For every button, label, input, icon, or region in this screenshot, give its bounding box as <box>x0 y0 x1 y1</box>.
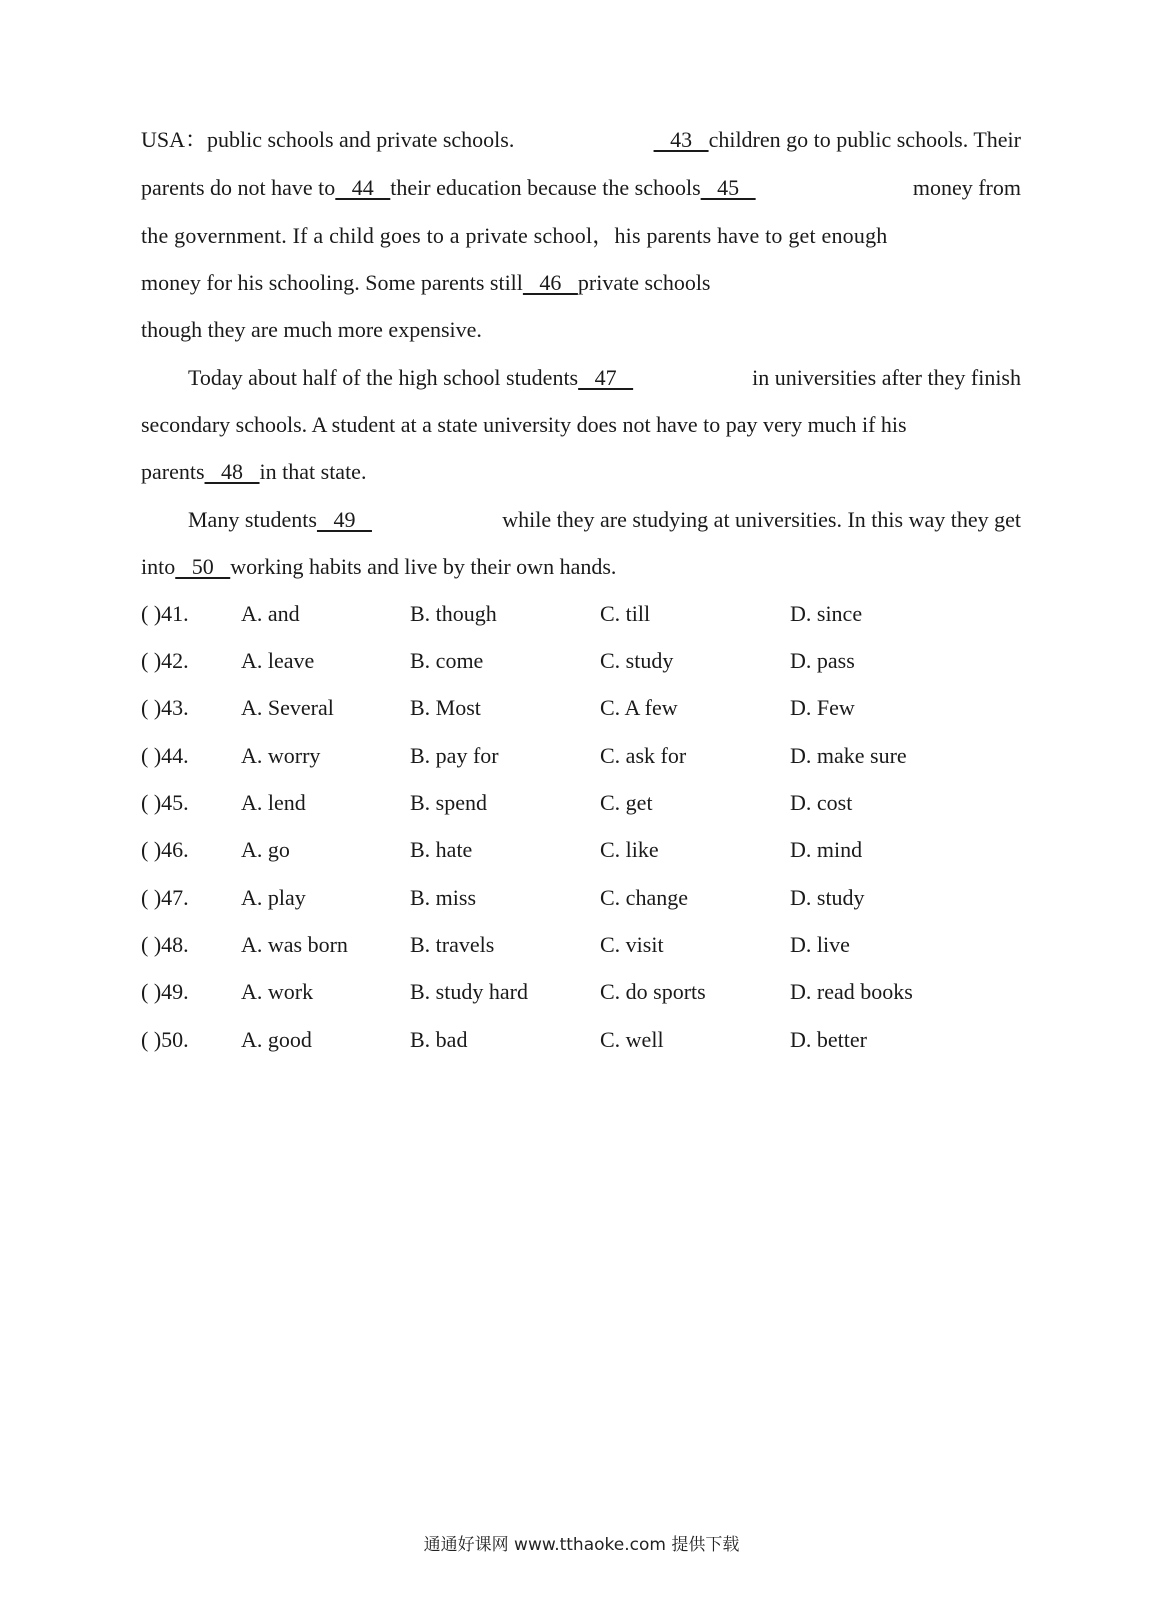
question-number: ( )47. <box>141 885 189 910</box>
passage-text: secondary schools. A student at a state university does not have to pay very much if his <box>141 412 907 437</box>
option-d[interactable]: D. since <box>790 601 863 626</box>
passage-line <box>188 358 1021 398</box>
option-a[interactable]: A. play <box>241 885 306 910</box>
option-d[interactable]: D. live <box>790 932 850 957</box>
passage-text: the government. If a child goes to a private school，his parents have to get enough <box>141 223 888 248</box>
option-a[interactable]: A. worry <box>241 743 321 768</box>
passage-line <box>141 405 1021 445</box>
question-number: ( )45. <box>141 790 189 815</box>
option-c[interactable]: C. well <box>600 1027 664 1052</box>
passage-line <box>141 547 1021 587</box>
passage-text: parents <box>141 459 205 484</box>
passage-line <box>188 500 1021 540</box>
answer-blank-50: 50 <box>175 554 231 579</box>
option-d[interactable]: D. mind <box>790 837 863 862</box>
answer-blank-48: 48 <box>204 459 260 484</box>
question-number: ( )42. <box>141 648 189 673</box>
option-a[interactable]: A. and <box>241 601 300 626</box>
option-b[interactable]: B. bad <box>410 1027 468 1052</box>
passage-text: parents do not have to <box>141 175 336 200</box>
option-a[interactable]: A. Several <box>241 695 334 720</box>
passage-line <box>141 263 1021 303</box>
passage-text: in that state. <box>259 459 367 484</box>
option-a[interactable]: A. work <box>241 979 314 1004</box>
option-b[interactable]: B. pay for <box>410 743 499 768</box>
option-c[interactable]: C. A few <box>600 695 678 720</box>
passage-text: into <box>141 554 176 579</box>
question-number: ( )49. <box>141 979 189 1004</box>
page-footer: 通通好课网 www.tthaoke.com 提供下载 <box>423 1535 740 1555</box>
option-d[interactable]: D. study <box>790 885 865 910</box>
passage-text: while they are studying at universities. In this way they get <box>502 507 1021 532</box>
option-b[interactable]: B. miss <box>410 885 477 910</box>
question-number: ( )48. <box>141 932 189 957</box>
option-a[interactable]: A. leave <box>241 648 315 673</box>
passage-text: working habits and live by their own hands. <box>230 554 617 579</box>
passage-text: USA：public schools and private schools. <box>141 127 515 152</box>
passage-text: private schools <box>577 270 711 295</box>
answer-blank-44: 44 <box>335 175 391 200</box>
question-number: ( )50. <box>141 1027 189 1052</box>
answer-blank-43: 43 <box>653 127 709 152</box>
option-b[interactable]: B. spend <box>410 790 487 815</box>
option-b[interactable]: B. come <box>410 648 484 673</box>
option-d[interactable]: D. pass <box>790 648 855 673</box>
option-d[interactable]: D. make sure <box>790 743 907 768</box>
passage-line <box>141 168 1021 208</box>
passage-text: money for his schooling. Some parents still <box>141 270 523 295</box>
passage-text: Today about half of the high school students <box>188 365 579 390</box>
option-c[interactable]: C. study <box>600 648 674 673</box>
option-b[interactable]: B. though <box>410 601 497 626</box>
passage-text: in universities after they finish <box>752 365 1021 390</box>
option-c[interactable]: C. ask for <box>600 743 687 768</box>
answer-blank-45: 45 <box>700 175 756 200</box>
answer-blank-49: 49 <box>316 507 372 532</box>
option-d[interactable]: D. read books <box>790 979 913 1004</box>
passage-text: children go to public schools. Their <box>708 127 1021 152</box>
option-b[interactable]: B. Most <box>410 695 481 720</box>
option-d[interactable]: D. cost <box>790 790 853 815</box>
option-c[interactable]: C. visit <box>600 932 664 957</box>
passage-line <box>141 216 1021 256</box>
option-b[interactable]: B. travels <box>410 932 495 957</box>
passage-text: their education because the schools <box>390 175 701 200</box>
passage-line <box>141 120 1021 160</box>
option-b[interactable]: B. hate <box>410 837 473 862</box>
option-c[interactable]: C. do sports <box>600 979 706 1004</box>
option-a[interactable]: A. go <box>241 837 290 862</box>
option-b[interactable]: B. study hard <box>410 979 528 1004</box>
passage-text: Many students <box>188 507 317 532</box>
option-a[interactable]: A. lend <box>241 790 306 815</box>
question-number: ( )41. <box>141 601 189 626</box>
option-d[interactable]: D. Few <box>790 695 855 720</box>
answer-blank-47: 47 <box>578 365 634 390</box>
question-number: ( )44. <box>141 743 189 768</box>
passage-line <box>141 452 1021 492</box>
question-number: ( )43. <box>141 695 189 720</box>
option-d[interactable]: D. better <box>790 1027 867 1052</box>
option-c[interactable]: C. change <box>600 885 688 910</box>
passage-line <box>141 310 1021 350</box>
option-c[interactable]: C. get <box>600 790 653 815</box>
option-a[interactable]: A. good <box>241 1027 312 1052</box>
question-number: ( )46. <box>141 837 189 862</box>
answer-blank-46: 46 <box>522 270 578 295</box>
option-c[interactable]: C. till <box>600 601 651 626</box>
passage-text: money from <box>912 175 1021 200</box>
option-c[interactable]: C. like <box>600 837 659 862</box>
option-a[interactable]: A. was born <box>241 932 348 957</box>
passage-text: though they are much more expensive. <box>141 317 482 342</box>
